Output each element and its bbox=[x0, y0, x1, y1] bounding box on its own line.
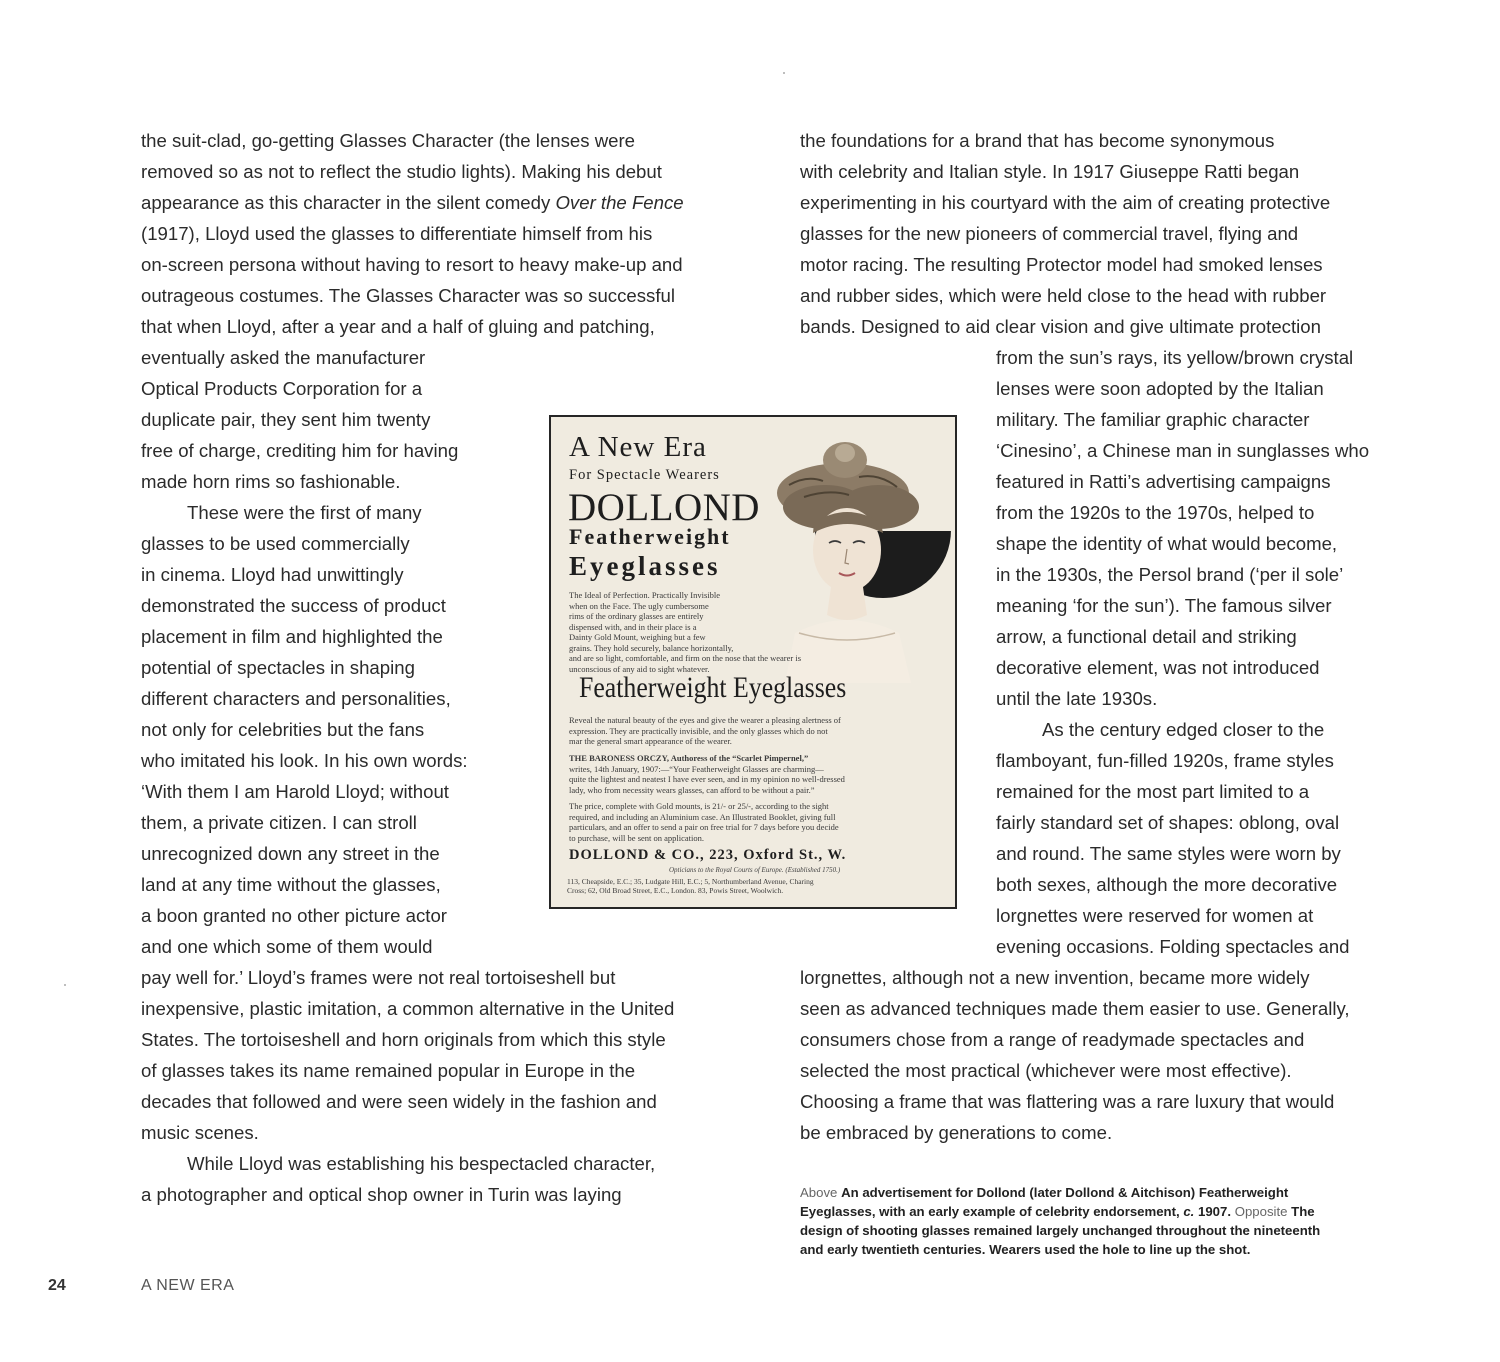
text-line: pay well for.’ Lloyd’s frames were not real tortoiseshell but bbox=[141, 967, 616, 988]
caption-text: Eyeglasses, with an early example of celebrity endorsement, bbox=[800, 1204, 1184, 1219]
ad-branches bbox=[567, 877, 814, 895]
text-line: with celebrity and Italian style. In 1917 Giuseppe Ratti began bbox=[800, 161, 1300, 182]
ad-body-line: dispensed with, and in their place is a bbox=[569, 621, 697, 632]
text-line: (1917), Lloyd used the glasses to differentiate himself from his bbox=[141, 223, 653, 244]
ad-body-line: and are so light, comfortable, and firm on the nose that the wearer is bbox=[569, 653, 802, 663]
ad-body-copy-2 bbox=[569, 715, 841, 747]
text-line: and one which some of them would bbox=[141, 936, 433, 957]
text-line: who imitated his look. In his own words: bbox=[141, 750, 468, 771]
ad-body-line: Reveal the natural beauty of the eyes and give the wearer a pleasing alertness of bbox=[569, 715, 841, 725]
text-line: and round. The same styles were worn by bbox=[996, 843, 1341, 864]
text-line: and rubber sides, which were held close to the head with rubber bbox=[800, 285, 1327, 306]
caption-line: and early twentieth centuries. Wearers used the hole to line up the shot. bbox=[800, 1242, 1251, 1257]
text-line: arrow, a functional detail and striking bbox=[996, 626, 1297, 647]
text-line: Choosing a frame that was flattering was a rare luxury that would bbox=[800, 1091, 1335, 1112]
ad-brand: DOLLOND bbox=[568, 486, 760, 529]
text-line: music scenes. bbox=[141, 1122, 259, 1143]
text-line: not only for celebrities but the fans bbox=[141, 719, 425, 740]
caption-label-opposite: Opposite bbox=[1234, 1204, 1288, 1219]
ad-body-line: grains. They hold securely, balance horizontally, bbox=[569, 642, 734, 653]
ad-body-copy bbox=[569, 590, 801, 674]
text-line: a boon granted no other picture actor bbox=[141, 905, 447, 926]
text-line: These were the first of many bbox=[187, 502, 422, 523]
ad-body-line: quite the lightest and neatest I have ever seen, and in my opinion no well-dressed bbox=[569, 774, 845, 784]
ad-body-line: 113, Cheapside, E.C.; 35, Ludgate Hill, E.C.; 5, Northumberland Avenue, Charing bbox=[567, 877, 814, 886]
text-line: inexpensive, plastic imitation, a common alternative in the United bbox=[141, 998, 675, 1019]
text-line: decades that followed and were seen widely in the fashion and bbox=[141, 1091, 657, 1112]
text-line: in cinema. Lloyd had unwittingly bbox=[141, 564, 404, 585]
text-line: eventually asked the manufacturer bbox=[141, 347, 426, 368]
ad-body-line: rims of the ordinary glasses are entirely bbox=[569, 611, 704, 621]
text-line: unrecognized down any street in the bbox=[141, 843, 440, 864]
ad-price-info bbox=[569, 801, 839, 843]
text-line: lorgnettes were reserved for women at bbox=[996, 905, 1314, 926]
scan-speck bbox=[783, 72, 785, 74]
ad-body-line: writes, 14th January, 1907:—“Your Featherweight Glasses are charming— bbox=[569, 763, 824, 774]
text-line: evening occasions. Folding spectacles and bbox=[996, 936, 1350, 957]
text-line: ‘Cinesino’, a Chinese man in sunglasses who bbox=[996, 440, 1370, 461]
ad-body-line: mar the general smart appearance of the wearer. bbox=[569, 736, 732, 746]
text-line: decorative element, was not introduced bbox=[996, 657, 1320, 678]
text-line: remained for the most part limited to a bbox=[996, 781, 1310, 802]
text-line: motor racing. The resulting Protector model had smoked lenses bbox=[800, 254, 1323, 275]
text-line: of glasses takes its name remained popular in Europe in the bbox=[141, 1060, 636, 1081]
text-line: While Lloyd was establishing his bespectacled character, bbox=[187, 1153, 656, 1174]
text-line: selected the most practical (whichever were most effective). bbox=[800, 1060, 1292, 1081]
text-line: military. The familiar graphic character bbox=[996, 409, 1310, 430]
ad-product-line2: Eyeglasses bbox=[569, 551, 721, 581]
text-line: land at any time without the glasses, bbox=[141, 874, 441, 895]
text-line: seen as advanced techniques made them easier to use. Generally, bbox=[800, 998, 1350, 1019]
text-line: Optical Products Corporation for a bbox=[141, 378, 423, 399]
text-line: removed so as not to reflect the studio lights). Making his debut bbox=[141, 161, 662, 182]
text-line: different characters and personalities, bbox=[141, 688, 451, 709]
text-line: glasses for the new pioneers of commercial travel, flying and bbox=[800, 223, 1299, 244]
text-line: flamboyant, fun-filled 1920s, frame styles bbox=[996, 750, 1334, 771]
text-line: a photographer and optical shop owner in Turin was laying bbox=[141, 1184, 622, 1205]
caption-text: An advertisement for Dollond (later Dollond & Aitchison) Featherweight bbox=[841, 1185, 1289, 1200]
ad-subheadline: For Spectacle Wearers bbox=[569, 467, 720, 483]
text-line: be embraced by generations to come. bbox=[800, 1122, 1113, 1143]
ad-body-line: expression. They are practically invisible, and the only glasses which do not bbox=[569, 725, 828, 736]
text-line: lenses were soon adopted by the Italian bbox=[996, 378, 1324, 399]
ad-body-line: Dainty Gold Mount, weighing but a few bbox=[569, 632, 706, 642]
text-line: them, a private citizen. I can stroll bbox=[141, 812, 417, 833]
ad-body-line: when on the Face. The ugly cumbersome bbox=[569, 600, 709, 611]
scan-speck bbox=[64, 984, 66, 986]
text-line: outrageous costumes. The Glasses Character was so successful bbox=[141, 285, 675, 306]
page-number: 24 bbox=[48, 1277, 66, 1294]
dollond-advertisement bbox=[549, 415, 957, 909]
ad-body-line: lady, who from necessity wears glasses, can afford to be without a pair.” bbox=[569, 784, 815, 795]
text-line: from the sun’s rays, its yellow/brown crystal bbox=[996, 347, 1354, 368]
text-line: that when Lloyd, after a year and a half of gluing and patching, bbox=[141, 316, 655, 337]
caption-text: The bbox=[1291, 1204, 1315, 1219]
ad-body-line: The Ideal of Perfection. Practically Invisible bbox=[569, 590, 721, 600]
text-line: bands. Designed to aid clear vision and give ultimate protection bbox=[800, 316, 1321, 337]
ad-body-line: required, and including an Aluminium case. An Illustrated Booklet, giving full bbox=[569, 811, 836, 822]
text-span: appearance as this character in the silent comedy bbox=[141, 192, 556, 213]
ad-body-line: particulars, and an offer to send a pair on free trial for 7 days before you decide bbox=[569, 822, 839, 832]
text-line: ‘With them I am Harold Lloyd; without bbox=[141, 781, 449, 802]
ad-body-line: to purchase, will be sent on application. bbox=[569, 832, 705, 843]
text-line: on-screen persona without having to resort to heavy make-up and bbox=[141, 254, 683, 275]
figure-caption bbox=[800, 1183, 1400, 1259]
caption-label-above: Above bbox=[800, 1185, 838, 1200]
ad-body-line: unconscious of any aid to sight whatever. bbox=[569, 663, 710, 674]
text-line: glasses to be used commercially bbox=[141, 533, 410, 554]
caption-text: 1907. bbox=[1194, 1204, 1232, 1219]
text-line: placement in film and highlighted the bbox=[141, 626, 443, 647]
ad-headline: A New Era bbox=[569, 431, 707, 463]
text-line: shape the identity of what would become, bbox=[996, 533, 1338, 554]
caption-line: design of shooting glasses remained largely unchanged throughout the nineteenth bbox=[800, 1223, 1321, 1238]
ad-product-line1: Featherweight bbox=[569, 524, 731, 549]
text-line: the foundations for a brand that has become synonymous bbox=[800, 130, 1275, 151]
text-line: experimenting in his courtyard with the aim of creating protective bbox=[800, 192, 1331, 213]
text-line: lorgnettes, although not a new invention, became more widely bbox=[800, 967, 1310, 988]
ad-headline-2: Featherweight Eyeglasses bbox=[579, 671, 847, 704]
text-line: States. The tortoiseshell and horn originals from which this style bbox=[141, 1029, 666, 1050]
caption-line bbox=[800, 1202, 1400, 1221]
text-line: fairly standard set of shapes: oblong, oval bbox=[996, 812, 1340, 833]
ad-opticians: Opticians to the Royal Courts of Europe. (Established 1750.) bbox=[669, 866, 841, 874]
text-line: demonstrated the success of product bbox=[141, 595, 446, 616]
ad-body-line: The price, complete with Gold mounts, is 21/- or 25/-, according to the sight bbox=[569, 801, 829, 811]
ad-body-line: Cross; 62, Old Broad Street, E.C., London. 83, Powis Street, Woolwich. bbox=[567, 886, 784, 895]
caption-line bbox=[800, 1183, 1400, 1202]
ad-testimonial bbox=[569, 753, 845, 795]
text-line: consumers chose from a range of readymade spectacles and bbox=[800, 1029, 1305, 1050]
text-line: in the 1930s, the Persol brand (‘per il sole’ bbox=[996, 564, 1344, 585]
text-line: potential of spectacles in shaping bbox=[141, 657, 415, 678]
running-head: A NEW ERA bbox=[141, 1277, 235, 1294]
text-line: made horn rims so fashionable. bbox=[141, 471, 401, 492]
caption-circa: c. bbox=[1183, 1204, 1195, 1219]
text-line: As the century edged closer to the bbox=[1042, 719, 1325, 740]
text-line bbox=[141, 187, 684, 218]
text-line: meaning ‘for the sun’). The famous silver bbox=[996, 595, 1332, 616]
text-line: the suit-clad, go-getting Glasses Character (the lenses were bbox=[141, 130, 636, 151]
text-line: until the late 1930s. bbox=[996, 688, 1158, 709]
text-line: free of charge, crediting him for having bbox=[141, 440, 459, 461]
ad-body-line: THE BARONESS ORCZY, Authoress of the “Scarlet Pimpernel,” bbox=[569, 753, 809, 763]
text-line: from the 1920s to the 1970s, helped to bbox=[996, 502, 1315, 523]
text-line: featured in Ratti’s advertising campaigns bbox=[996, 471, 1331, 492]
text-line: duplicate pair, they sent him twenty bbox=[141, 409, 431, 430]
film-title: Over the Fence bbox=[555, 192, 684, 213]
ad-address: DOLLOND & CO., 223, Oxford St., W. bbox=[569, 847, 847, 863]
text-line: both sexes, although the more decorative bbox=[996, 874, 1338, 895]
